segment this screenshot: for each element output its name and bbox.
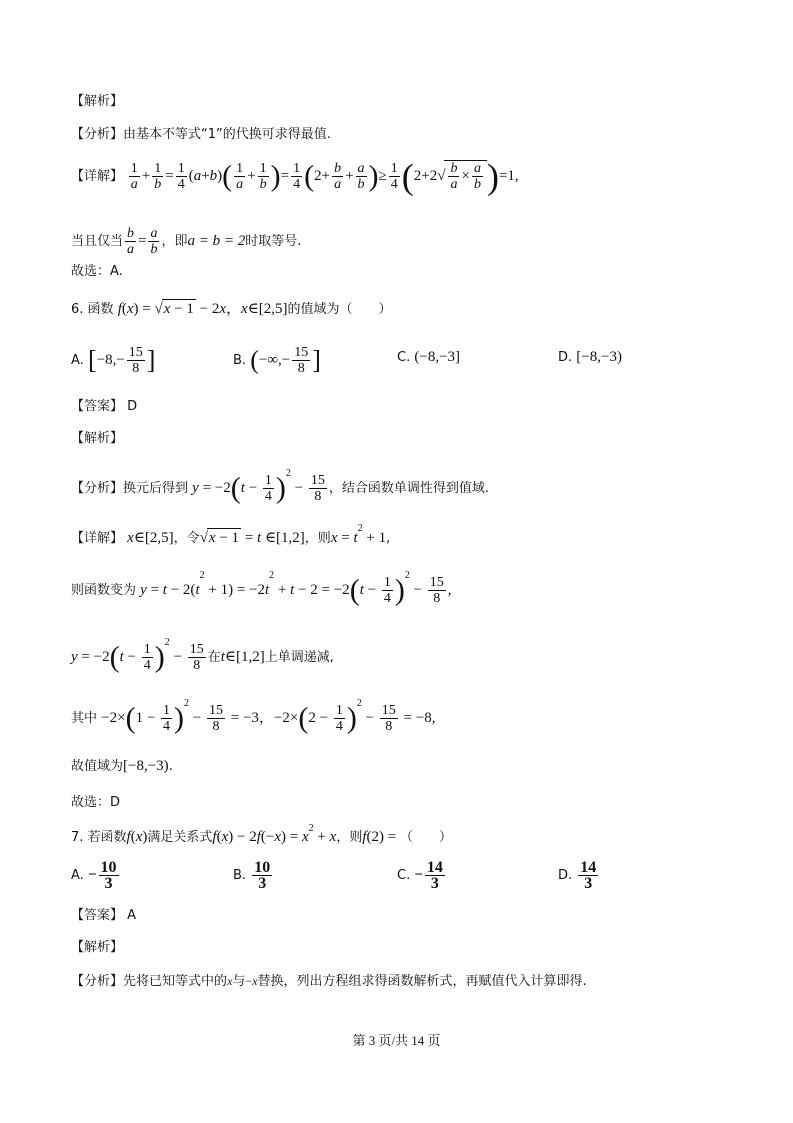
- q6-then: ，则: [304, 531, 331, 546]
- q6-answer-value: D: [127, 399, 138, 414]
- q7-fenxi-c: 替换，列出方程组求得函数解析式，再赋值代入计算即得.: [257, 974, 587, 989]
- q6-fenxi: 【分析】换元后得到 y = −2(t − $\frac{1}{4}$ )$^2$ − $\frac{15}{8}$ ，结合函数单调性得到值域.: [71, 468, 490, 505]
- page-footer: 第 3 页/共 14 页: [352, 1033, 441, 1048]
- q6-range: 故值域为[−8,−3).: [71, 758, 173, 774]
- q6-option-d: D. [−8,−3): [558, 349, 622, 365]
- q6-fenxi-suffix: ，结合函数单调性得到值域.: [328, 480, 490, 496]
- q6-answer: 【答案】 D: [71, 399, 138, 414]
- q7-fenxi: 【分析】先将已知等式中的x与−x替换，列出方程组求得函数解析式，再赋值代入计算即得.: [71, 974, 587, 989]
- q5-xiangjie-formula: 【详解】 $\frac{1}{a}$ + $\frac{1}{b}$ = $\frac{1}{4}$ (a+b)( $\frac{1}{a}$ + $\frac{1}{b}$ )= $\frac{1}{4}$ (2+ $\frac{b}{a}$ + $\frac{a}{b}$ )≥ $\frac{1}{4}$ (2+2√ $\frac{b}{a}$ × $\frac{a}{b}$ )=1,: [71, 156, 519, 197]
- q5-choice: 故选：A.: [71, 264, 123, 279]
- q6-xiangjie-line4: 其中 −2×(1 − $\frac{1}{4}$ )$^2$ − $\frac{15}{8}$ = −3，−2×(2 − $\frac{1}{4}$ )$^2$ − $\frac{15}{8}$ = −8,: [71, 698, 436, 735]
- q5-fenxi: [71, 126, 331, 144]
- q7-answer: 【答案】 A: [71, 908, 137, 923]
- equality-cond: a = b = 2: [187, 233, 246, 249]
- q7-answer-value: A: [127, 908, 137, 923]
- q7-fenxi-a: 先将已知等式中的: [123, 974, 228, 989]
- q7-option-b: B. $\frac{10}{3}$: [233, 859, 271, 892]
- q5-jiexi-label: 【解析】: [71, 94, 124, 109]
- q6-stem-prefix: 6. 函数: [71, 302, 114, 317]
- fenxi-label: 【分析】: [71, 127, 124, 142]
- q7-jiexi-label: 【解析】: [71, 940, 124, 955]
- q6-option-b: B. (−∞,− $\frac{15}{8}$ ]: [233, 345, 321, 376]
- q6-xiangjie-line3: y = −2(t − $\frac{1}{4}$ )$^2$ − $\frac{15}{8}$ 在t∈[1,2]上单调递减,: [71, 637, 334, 674]
- q7-stem-then: ，则: [336, 830, 363, 845]
- xiangjie-label: 【详解】: [71, 168, 124, 184]
- equality-prefix: 当且仅当: [71, 234, 124, 249]
- q6-stem: 6. 函数 f(x) = √x − 1 − 2x，x∈[2,5]的值域为（ ）: [71, 301, 392, 317]
- q6-step3-suffix: 上单调递减,: [264, 649, 334, 665]
- q6-range-prefix: 故值域为: [71, 759, 124, 774]
- q7-stem: 7. 若函数f(x)满足关系式$f(x) - 2f(-x) = x^2 + x$，则f(2) = （ ）: [71, 823, 452, 845]
- q6-option-a: A. [−8,− $\frac{15}{8}$ ]: [71, 345, 156, 376]
- q7-option-d: D. $\frac{14}{3}$: [558, 859, 597, 892]
- q6-step2-prefix: 则函数变为: [71, 582, 137, 598]
- q6-xiangjie-line2: 则函数变为 $y = t - 2(t^2 + 1) = -2t^2 + t - 2 = -2(t$ − $\frac{1}{4}$ )$^2$ − $\frac{15}{8}$ ,: [71, 570, 452, 607]
- q5-equality-line: 当且仅当 $\frac{b}{a}$ = $\frac{a}{b}$ ，即a = b = 2时取等号.: [71, 226, 302, 257]
- q6-xiangjie-line1: 【详解】 x∈[2,5]，令√x − 1 = t ∈[1,2]，则$x = t^2 + 1$,: [71, 523, 391, 546]
- fenxi-text: 由基本不等式“1”的代换可求得最值.: [123, 127, 331, 142]
- q6-option-c: C. (−8,−3]: [397, 349, 461, 365]
- q7-fenxi-b: 与: [232, 974, 246, 989]
- q6-jiexi-label: 【解析】: [71, 431, 124, 446]
- q7-option-c: C. − $\frac{14}{3}$: [397, 859, 443, 892]
- q7-stem-mid: 满足关系式: [147, 830, 213, 845]
- q6-step4-prefix: 其中: [71, 710, 98, 726]
- q7-stem-suffix: （ ）: [399, 830, 452, 845]
- q6-stem-suffix: 的值域为（ ）: [287, 302, 392, 317]
- equality-suffix: 时取等号.: [245, 234, 302, 249]
- equality-mid: ，即: [161, 234, 188, 249]
- q6-fenxi-prefix: 换元后得到: [123, 480, 189, 496]
- q6-choice: 故选：D: [71, 795, 121, 810]
- q7-stem-prefix: 7. 若函数: [71, 830, 127, 845]
- q6-let: ，令: [173, 531, 200, 546]
- q7-option-a: A. − $\frac{10}{3}$: [71, 859, 117, 892]
